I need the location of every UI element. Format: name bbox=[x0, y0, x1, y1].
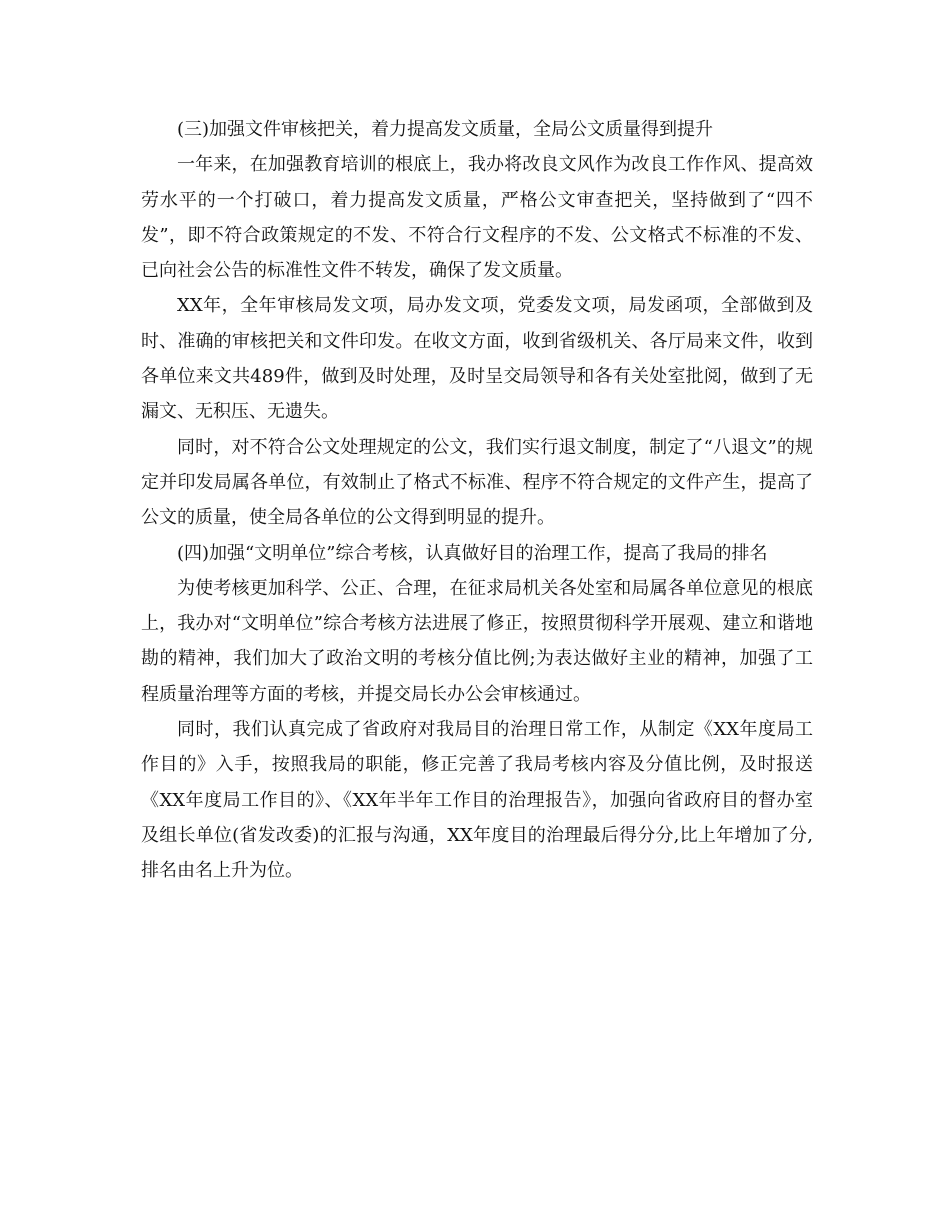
document-body bbox=[141, 112, 813, 889]
paragraph: XX年，全年审核局发文项，局办发文项，党委发文项，局发函项，全部做到及时、准确的审核把关和文件印发。在收文方面，收到省级机关、各厅局来文件，收到各单位来文共489件，做到及时处理，及时呈交局领导和各有关处室批阅，做到了无漏文、无积压、无遗失。 bbox=[141, 295, 813, 423]
paragraph: 同时，我们认真完成了省政府对我局目的治理日常工作，从制定《XX年度局工作目的》入手，按照我局的职能，修正完善了我局考核内容及分值比例，及时报送《XX年度局工作目的》、《XX年半年工作目的治理报告》，加强向省政府目的督办室及组长单位(省发改委)的汇报与沟通，XX年度目的治理最后得分分,比上年增加了分,排名由名上升为位。 bbox=[141, 719, 813, 882]
paragraph: 为使考核更加科学、公正、合理，在征求局机关各处室和局属各单位意见的根底上，我办对“文明单位”综合考核方法进展了修正，按照贯彻科学开展观、建立和谐地勘的精神，我们加大了政治文明的考核分值比例;为表达做好主业的精神，加强了工程质量治理等方面的考核，并提交局长办公会审核通过。 bbox=[141, 577, 813, 705]
paragraph: 一年来，在加强教育培训的根底上，我办将改良文风作为改良工作作风、提高效劳水平的一个打破口，着力提高发文质量，严格公文审查把关，坚持做到了“四不发”，即不符合政策规定的不发、不符合行文程序的不发、公文格式不标准的不发、已向社会公告的标准性文件不转发，确保了发文质量。 bbox=[141, 154, 813, 282]
paragraph: 同时，对不符合公文处理规定的公文，我们实行退文制度，制定了“八退文”的规定并印发局属各单位，有效制止了格式不标准、程序不符合规定的文件产生，提高了公文的质量，使全局各单位的公文得到明显的提升。 bbox=[141, 436, 813, 529]
section-heading-4: (四)加强“文明单位”综合考核，认真做好目的治理工作，提高了我局的排名 bbox=[177, 542, 768, 564]
section-heading-3: (三)加强文件审核把关，着力提高发文质量，全局公文质量得到提升 bbox=[177, 119, 714, 140]
